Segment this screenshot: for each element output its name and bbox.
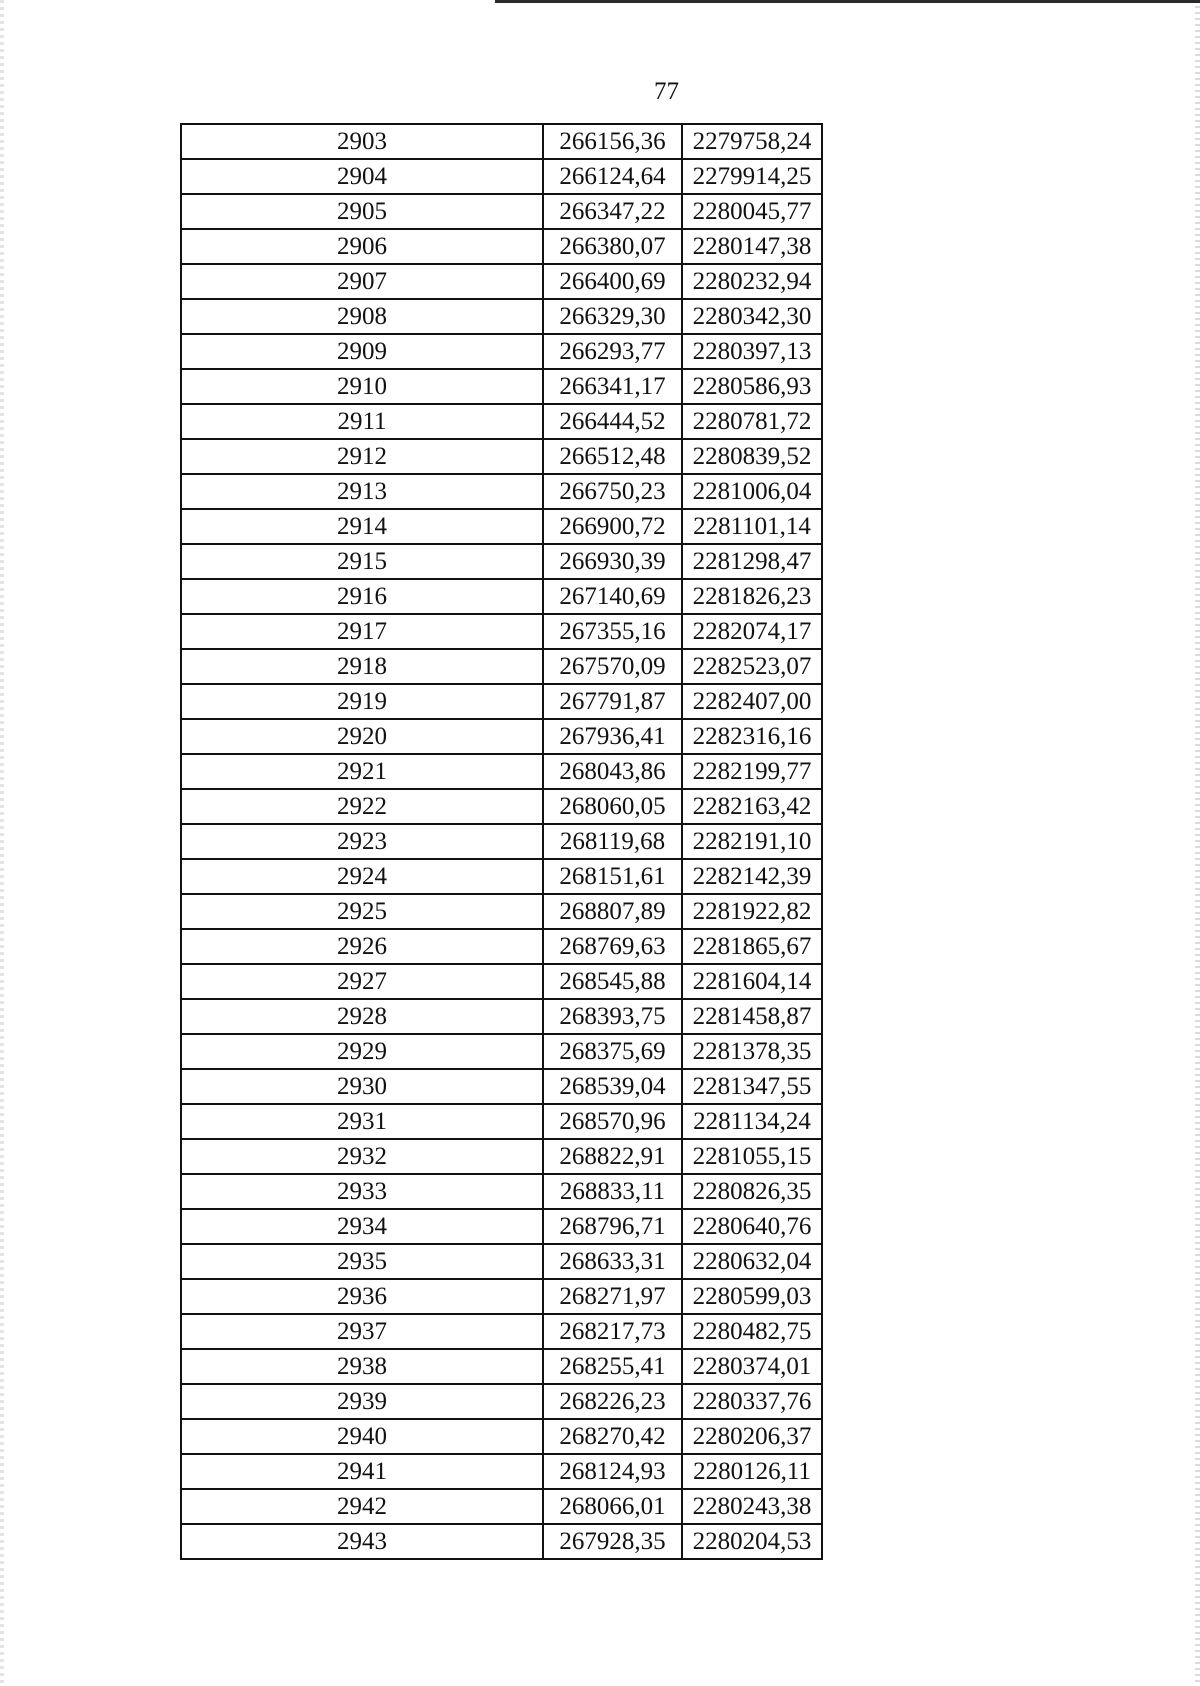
scan-right-edge — [1195, 0, 1200, 1686]
table-row — [181, 614, 822, 649]
y-coordinate-cell: 2280204,53 — [682, 1524, 822, 1559]
table-row — [181, 1524, 822, 1559]
x-coordinate-cell: 266347,22 — [543, 194, 682, 229]
table-row — [181, 1489, 822, 1524]
point-number-cell: 2938 — [181, 1349, 543, 1384]
y-coordinate-cell: 2281006,04 — [682, 474, 822, 509]
table-row — [181, 824, 822, 859]
point-number-cell: 2905 — [181, 194, 543, 229]
point-number-cell: 2914 — [181, 509, 543, 544]
point-number-cell: 2933 — [181, 1174, 543, 1209]
x-coordinate-cell: 267936,41 — [543, 719, 682, 754]
point-number-cell: 2922 — [181, 789, 543, 824]
table-row — [181, 754, 822, 789]
x-coordinate-cell: 267140,69 — [543, 579, 682, 614]
table-row — [181, 334, 822, 369]
y-coordinate-cell: 2281458,87 — [682, 999, 822, 1034]
x-coordinate-cell: 266930,39 — [543, 544, 682, 579]
table-row — [181, 439, 822, 474]
point-number-cell: 2940 — [181, 1419, 543, 1454]
table-row — [181, 684, 822, 719]
table-row — [181, 1384, 822, 1419]
table-row — [181, 1279, 822, 1314]
y-coordinate-cell: 2280342,30 — [682, 299, 822, 334]
y-coordinate-cell: 2280826,35 — [682, 1174, 822, 1209]
y-coordinate-cell: 2280045,77 — [682, 194, 822, 229]
y-coordinate-cell: 2280206,37 — [682, 1419, 822, 1454]
x-coordinate-cell: 268796,71 — [543, 1209, 682, 1244]
x-coordinate-cell: 268545,88 — [543, 964, 682, 999]
y-coordinate-cell: 2280232,94 — [682, 264, 822, 299]
point-number-cell: 2907 — [181, 264, 543, 299]
y-coordinate-cell: 2281865,67 — [682, 929, 822, 964]
y-coordinate-cell: 2280147,38 — [682, 229, 822, 264]
x-coordinate-cell: 266400,69 — [543, 264, 682, 299]
point-number-cell: 2909 — [181, 334, 543, 369]
table-row — [181, 929, 822, 964]
table-row — [181, 859, 822, 894]
x-coordinate-cell: 268226,23 — [543, 1384, 682, 1419]
x-coordinate-cell: 268633,31 — [543, 1244, 682, 1279]
x-coordinate-cell: 266124,64 — [543, 159, 682, 194]
table-row — [181, 124, 822, 159]
table-row — [181, 1349, 822, 1384]
x-coordinate-cell: 268570,96 — [543, 1104, 682, 1139]
y-coordinate-cell: 2281134,24 — [682, 1104, 822, 1139]
point-number-cell: 2936 — [181, 1279, 543, 1314]
point-number-cell: 2912 — [181, 439, 543, 474]
y-coordinate-cell: 2280337,76 — [682, 1384, 822, 1419]
page-number: 77 — [654, 78, 679, 105]
point-number-cell: 2926 — [181, 929, 543, 964]
y-coordinate-cell: 2281298,47 — [682, 544, 822, 579]
point-number-cell: 2941 — [181, 1454, 543, 1489]
x-coordinate-cell: 268393,75 — [543, 999, 682, 1034]
x-coordinate-cell: 268255,41 — [543, 1349, 682, 1384]
table-row — [181, 1314, 822, 1349]
scan-top-line — [495, 0, 1200, 3]
table-row — [181, 579, 822, 614]
x-coordinate-cell: 267570,09 — [543, 649, 682, 684]
point-number-cell: 2915 — [181, 544, 543, 579]
table-row — [181, 649, 822, 684]
table-row — [181, 264, 822, 299]
y-coordinate-cell: 2281826,23 — [682, 579, 822, 614]
y-coordinate-cell: 2279758,24 — [682, 124, 822, 159]
x-coordinate-cell: 268066,01 — [543, 1489, 682, 1524]
table-row — [181, 999, 822, 1034]
point-number-cell: 2925 — [181, 894, 543, 929]
table-row — [181, 964, 822, 999]
point-number-cell: 2943 — [181, 1524, 543, 1559]
point-number-cell: 2916 — [181, 579, 543, 614]
x-coordinate-cell: 268769,63 — [543, 929, 682, 964]
x-coordinate-cell: 268833,11 — [543, 1174, 682, 1209]
y-coordinate-cell: 2281378,35 — [682, 1034, 822, 1069]
y-coordinate-cell: 2280839,52 — [682, 439, 822, 474]
y-coordinate-cell: 2280397,13 — [682, 334, 822, 369]
x-coordinate-cell: 268822,91 — [543, 1139, 682, 1174]
table-row — [181, 159, 822, 194]
table-row — [181, 369, 822, 404]
point-number-cell: 2918 — [181, 649, 543, 684]
table-row — [181, 544, 822, 579]
y-coordinate-cell: 2281604,14 — [682, 964, 822, 999]
point-number-cell: 2939 — [181, 1384, 543, 1419]
y-coordinate-cell: 2280781,72 — [682, 404, 822, 439]
point-number-cell: 2908 — [181, 299, 543, 334]
point-number-cell: 2924 — [181, 859, 543, 894]
table-row — [181, 894, 822, 929]
x-coordinate-cell: 266329,30 — [543, 299, 682, 334]
x-coordinate-cell: 268807,89 — [543, 894, 682, 929]
x-coordinate-cell: 268270,42 — [543, 1419, 682, 1454]
point-number-cell: 2932 — [181, 1139, 543, 1174]
point-number-cell: 2917 — [181, 614, 543, 649]
x-coordinate-cell: 268060,05 — [543, 789, 682, 824]
point-number-cell: 2913 — [181, 474, 543, 509]
point-number-cell: 2929 — [181, 1034, 543, 1069]
y-coordinate-cell: 2282199,77 — [682, 754, 822, 789]
y-coordinate-cell: 2282142,39 — [682, 859, 822, 894]
point-number-cell: 2906 — [181, 229, 543, 264]
table-row — [181, 789, 822, 824]
x-coordinate-cell: 268539,04 — [543, 1069, 682, 1104]
y-coordinate-cell: 2281922,82 — [682, 894, 822, 929]
x-coordinate-cell: 267928,35 — [543, 1524, 682, 1559]
y-coordinate-cell: 2282074,17 — [682, 614, 822, 649]
y-coordinate-cell: 2282523,07 — [682, 649, 822, 684]
x-coordinate-cell: 268375,69 — [543, 1034, 682, 1069]
point-number-cell: 2942 — [181, 1489, 543, 1524]
table-row — [181, 299, 822, 334]
x-coordinate-cell: 266444,52 — [543, 404, 682, 439]
x-coordinate-cell: 266900,72 — [543, 509, 682, 544]
y-coordinate-cell: 2281347,55 — [682, 1069, 822, 1104]
y-coordinate-cell: 2280482,75 — [682, 1314, 822, 1349]
point-number-cell: 2928 — [181, 999, 543, 1034]
y-coordinate-cell: 2281055,15 — [682, 1139, 822, 1174]
table-row — [181, 1454, 822, 1489]
table-row — [181, 1034, 822, 1069]
x-coordinate-cell: 268124,93 — [543, 1454, 682, 1489]
y-coordinate-cell: 2280599,03 — [682, 1279, 822, 1314]
y-coordinate-cell: 2282163,42 — [682, 789, 822, 824]
x-coordinate-cell: 268271,97 — [543, 1279, 682, 1314]
coordinates-table-body — [181, 124, 822, 1559]
point-number-cell: 2920 — [181, 719, 543, 754]
y-coordinate-cell: 2279914,25 — [682, 159, 822, 194]
point-number-cell: 2904 — [181, 159, 543, 194]
x-coordinate-cell: 268151,61 — [543, 859, 682, 894]
x-coordinate-cell: 268043,86 — [543, 754, 682, 789]
table-row — [181, 1069, 822, 1104]
point-number-cell: 2931 — [181, 1104, 543, 1139]
y-coordinate-cell: 2280374,01 — [682, 1349, 822, 1384]
y-coordinate-cell: 2282316,16 — [682, 719, 822, 754]
table-row — [181, 1244, 822, 1279]
x-coordinate-cell: 266293,77 — [543, 334, 682, 369]
table-row — [181, 1419, 822, 1454]
point-number-cell: 2930 — [181, 1069, 543, 1104]
point-number-cell: 2919 — [181, 684, 543, 719]
x-coordinate-cell: 266341,17 — [543, 369, 682, 404]
table-row — [181, 509, 822, 544]
y-coordinate-cell: 2280586,93 — [682, 369, 822, 404]
point-number-cell: 2935 — [181, 1244, 543, 1279]
y-coordinate-cell: 2280640,76 — [682, 1209, 822, 1244]
table-row — [181, 1174, 822, 1209]
y-coordinate-cell: 2280126,11 — [682, 1454, 822, 1489]
x-coordinate-cell: 268119,68 — [543, 824, 682, 859]
y-coordinate-cell: 2281101,14 — [682, 509, 822, 544]
x-coordinate-cell: 266750,23 — [543, 474, 682, 509]
point-number-cell: 2921 — [181, 754, 543, 789]
y-coordinate-cell: 2280632,04 — [682, 1244, 822, 1279]
point-number-cell: 2923 — [181, 824, 543, 859]
table-row — [181, 229, 822, 264]
x-coordinate-cell: 267791,87 — [543, 684, 682, 719]
x-coordinate-cell: 266380,07 — [543, 229, 682, 264]
point-number-cell: 2937 — [181, 1314, 543, 1349]
x-coordinate-cell: 268217,73 — [543, 1314, 682, 1349]
x-coordinate-cell: 266512,48 — [543, 439, 682, 474]
table-row — [181, 1209, 822, 1244]
coordinates-table — [180, 123, 823, 1560]
y-coordinate-cell: 2282191,10 — [682, 824, 822, 859]
x-coordinate-cell: 267355,16 — [543, 614, 682, 649]
table-row — [181, 404, 822, 439]
point-number-cell: 2903 — [181, 124, 543, 159]
point-number-cell: 2934 — [181, 1209, 543, 1244]
table-row — [181, 474, 822, 509]
table-row — [181, 719, 822, 754]
point-number-cell: 2927 — [181, 964, 543, 999]
y-coordinate-cell: 2282407,00 — [682, 684, 822, 719]
point-number-cell: 2911 — [181, 404, 543, 439]
table-row — [181, 1139, 822, 1174]
scan-left-edge — [0, 0, 4, 1686]
y-coordinate-cell: 2280243,38 — [682, 1489, 822, 1524]
table-row — [181, 1104, 822, 1139]
point-number-cell: 2910 — [181, 369, 543, 404]
x-coordinate-cell: 266156,36 — [543, 124, 682, 159]
table-row — [181, 194, 822, 229]
